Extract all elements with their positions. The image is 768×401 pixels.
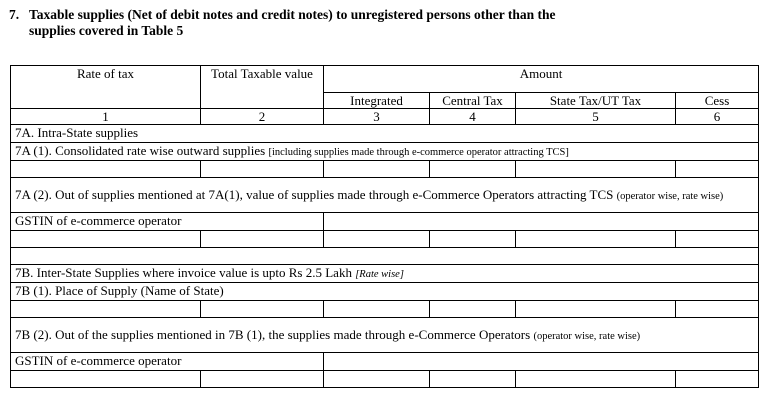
table-row — [11, 301, 759, 318]
section-7a2-row — [11, 178, 759, 213]
section-7a1-main: 7A (1). Consolidated rate wise outward supplies — [15, 143, 269, 158]
table-cell[interactable] — [324, 301, 430, 318]
gstin-row-a — [11, 213, 759, 231]
table-cell[interactable] — [430, 231, 516, 248]
section-7b2-note: (operator wise, rate wise) — [533, 330, 641, 342]
table-cell[interactable] — [430, 301, 516, 318]
section-7b-main: 7B. Inter-State Supplies where invoice value is upto Rs 2.5 Lakh — [15, 265, 356, 280]
section-7b2-label — [11, 318, 759, 353]
table-row — [11, 371, 759, 388]
table-cell[interactable] — [201, 161, 324, 178]
table-cell[interactable] — [11, 161, 201, 178]
column-number: 1 — [11, 109, 201, 125]
table-row — [11, 248, 759, 265]
heading-line-1: Taxable supplies (Net of debit notes and credit notes) to unregistered persons other than the — [29, 7, 556, 22]
table-cell[interactable] — [516, 301, 676, 318]
header-cess: Cess — [676, 93, 759, 109]
section-7a2-label — [11, 178, 759, 213]
table-cell[interactable] — [11, 301, 201, 318]
table-cell[interactable] — [676, 371, 759, 388]
gstin-label-a: GSTIN of e-commerce operator — [11, 213, 324, 231]
section-7a2-note: (operator wise, rate wise) — [616, 190, 724, 202]
section-7b-note: [Rate wise] — [355, 269, 404, 280]
column-number: 2 — [201, 109, 324, 125]
section-7b1-row — [11, 283, 759, 301]
table-cell[interactable] — [516, 161, 676, 178]
section-7a-row — [11, 125, 759, 143]
table-cell[interactable] — [11, 371, 201, 388]
gstin-value-a[interactable] — [324, 213, 759, 231]
table-cell[interactable] — [201, 301, 324, 318]
section-7a1-note: [including supplies made through e-commerce operator attracting TCS] — [268, 147, 569, 158]
table-cell[interactable] — [676, 161, 759, 178]
table-heading — [9, 7, 749, 39]
header-integrated: Integrated — [324, 93, 430, 109]
table-cell[interactable] — [201, 371, 324, 388]
table-cell[interactable] — [676, 301, 759, 318]
gstin-label-b: GSTIN of e-commerce operator — [11, 353, 324, 371]
table-cell[interactable] — [324, 231, 430, 248]
spacer-cell — [11, 248, 759, 265]
taxable-supplies-table — [10, 65, 759, 388]
section-7a1-row — [11, 143, 759, 161]
table-cell[interactable] — [676, 231, 759, 248]
column-number-row — [11, 109, 759, 125]
column-number: 5 — [516, 109, 676, 125]
table-cell[interactable] — [430, 161, 516, 178]
header-row-1 — [11, 66, 759, 93]
gstin-value-b[interactable] — [324, 353, 759, 371]
column-number: 4 — [430, 109, 516, 125]
header-state-tax: State Tax/UT Tax — [516, 93, 676, 109]
table-cell[interactable] — [11, 231, 201, 248]
section-7b1-label: 7B (1). Place of Supply (Name of State) — [11, 283, 759, 301]
heading-number: 7. — [9, 7, 20, 22]
header-central-tax: Central Tax — [430, 93, 516, 109]
table-cell[interactable] — [324, 161, 430, 178]
table-cell[interactable] — [516, 371, 676, 388]
table-cell[interactable] — [430, 371, 516, 388]
section-7b2-main: 7B (2). Out of the supplies mentioned in 7B (1), the supplies made through e-Commerce Operators — [15, 326, 534, 342]
gstin-row-b — [11, 353, 759, 371]
table-cell[interactable] — [201, 231, 324, 248]
header-rate-of-tax: Rate of tax — [11, 66, 201, 109]
section-7a-label: 7A. Intra-State supplies — [11, 125, 759, 143]
heading-line-2: supplies covered in Table 5 — [29, 23, 184, 38]
table-cell[interactable] — [324, 371, 430, 388]
table-row — [11, 231, 759, 248]
section-7b2-row — [11, 318, 759, 353]
column-number: 3 — [324, 109, 430, 125]
section-7b-label — [11, 265, 759, 283]
header-amount: Amount — [324, 66, 759, 93]
table-cell[interactable] — [516, 231, 676, 248]
header-total-taxable-value: Total Taxable value — [201, 66, 324, 109]
column-number: 6 — [676, 109, 759, 125]
section-7b-row — [11, 265, 759, 283]
table-row — [11, 161, 759, 178]
section-7a1-label — [11, 143, 759, 161]
section-7a2-main: 7A (2). Out of supplies mentioned at 7A(1), value of supplies made through e-Commerce Operators attracting TCS — [15, 186, 617, 202]
